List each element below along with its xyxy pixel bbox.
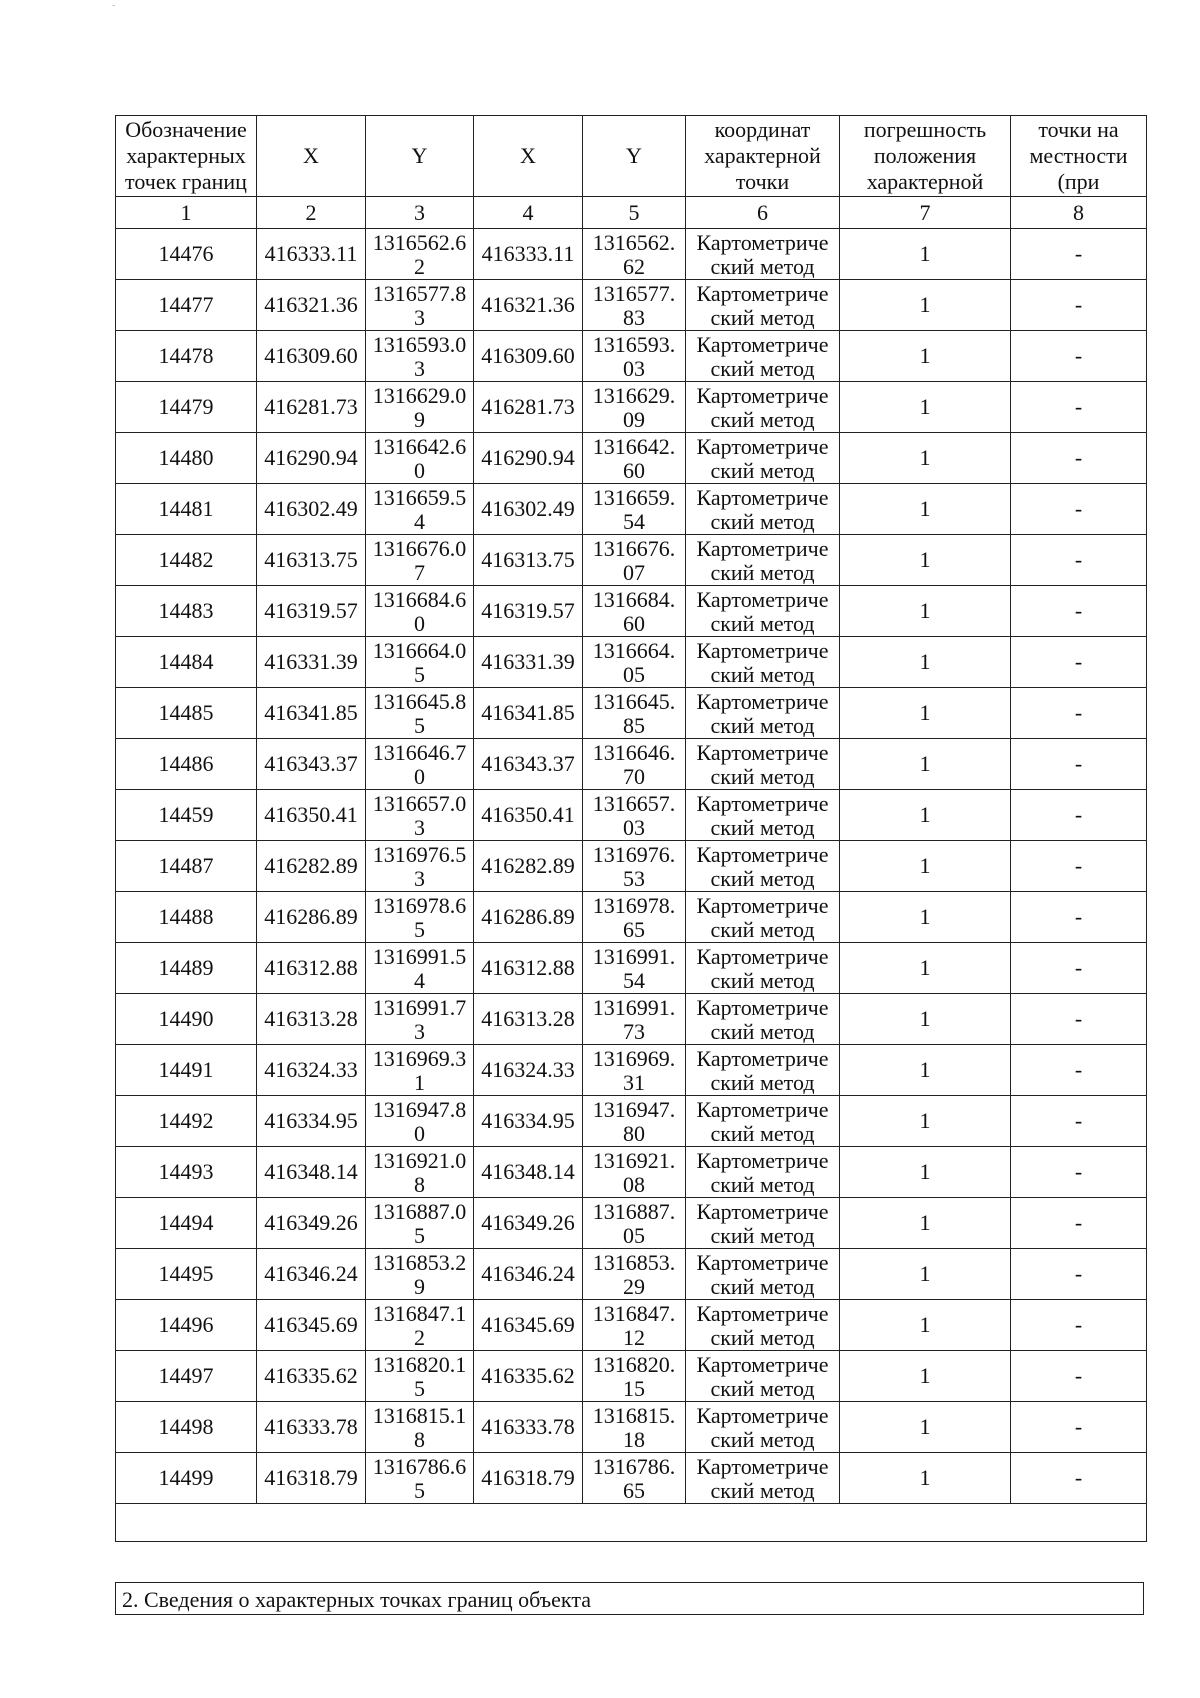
point-id: 14479 xyxy=(116,382,257,433)
method: Картометриче ский метод xyxy=(686,229,840,280)
accuracy: 1 xyxy=(840,943,1011,994)
header-row xyxy=(116,116,1147,197)
method: Картометриче ский метод xyxy=(686,1402,840,1453)
point-id: 14499 xyxy=(116,1453,257,1504)
x-existing: 416343.37 xyxy=(257,739,366,790)
x-refined: 416348.14 xyxy=(474,1147,583,1198)
accuracy: 1 xyxy=(840,892,1011,943)
y-existing: 1316978.6 5 xyxy=(366,892,474,943)
table-row xyxy=(116,892,1147,943)
header-y-1: Y xyxy=(366,116,474,197)
column-number: 6 xyxy=(686,197,840,229)
method: Картометриче ский метод xyxy=(686,637,840,688)
terrain-note: - xyxy=(1011,484,1147,535)
table-row xyxy=(116,943,1147,994)
y-existing: 1316657.0 3 xyxy=(366,790,474,841)
terrain-note: - xyxy=(1011,331,1147,382)
x-existing: 416345.69 xyxy=(257,1300,366,1351)
y-existing: 1316562.6 2 xyxy=(366,229,474,280)
method: Картометриче ский метод xyxy=(686,1096,840,1147)
corner-mark: - xyxy=(112,0,116,11)
y-existing: 1316646.7 0 xyxy=(366,739,474,790)
y-existing: 1316969.3 1 xyxy=(366,1045,474,1096)
x-existing: 416335.62 xyxy=(257,1351,366,1402)
table-row xyxy=(116,382,1147,433)
x-existing: 416350.41 xyxy=(257,790,366,841)
method: Картометриче ский метод xyxy=(686,841,840,892)
column-number: 4 xyxy=(474,197,583,229)
method: Картометриче ский метод xyxy=(686,280,840,331)
x-refined: 416349.26 xyxy=(474,1198,583,1249)
point-id: 14488 xyxy=(116,892,257,943)
y-refined: 1316664. 05 xyxy=(583,637,686,688)
header-x-2: X xyxy=(474,116,583,197)
terrain-note: - xyxy=(1011,1453,1147,1504)
column-number: 5 xyxy=(583,197,686,229)
x-refined: 416290.94 xyxy=(474,433,583,484)
accuracy: 1 xyxy=(840,688,1011,739)
y-refined: 1316969. 31 xyxy=(583,1045,686,1096)
method: Картометриче ский метод xyxy=(686,943,840,994)
accuracy: 1 xyxy=(840,994,1011,1045)
method: Картометриче ский метод xyxy=(686,1249,840,1300)
point-id: 14459 xyxy=(116,790,257,841)
column-number: 3 xyxy=(366,197,474,229)
x-existing: 416286.89 xyxy=(257,892,366,943)
x-existing: 416309.60 xyxy=(257,331,366,382)
terrain-note: - xyxy=(1011,280,1147,331)
terrain-note: - xyxy=(1011,892,1147,943)
x-refined: 416331.39 xyxy=(474,637,583,688)
column-number: 2 xyxy=(257,197,366,229)
point-id: 14495 xyxy=(116,1249,257,1300)
header-terrain: точки на местности (при xyxy=(1011,116,1147,197)
x-refined: 416343.37 xyxy=(474,739,583,790)
point-id: 14486 xyxy=(116,739,257,790)
point-id: 14480 xyxy=(116,433,257,484)
coordinates-table xyxy=(115,115,1147,1542)
column-number: 8 xyxy=(1011,197,1147,229)
column-number: 7 xyxy=(840,197,1011,229)
y-refined: 1316786. 65 xyxy=(583,1453,686,1504)
terrain-note: - xyxy=(1011,739,1147,790)
y-existing: 1316577.8 3 xyxy=(366,280,474,331)
method: Картометриче ский метод xyxy=(686,994,840,1045)
x-refined: 416346.24 xyxy=(474,1249,583,1300)
y-refined: 1316646. 70 xyxy=(583,739,686,790)
method: Картометриче ский метод xyxy=(686,790,840,841)
table-row xyxy=(116,1453,1147,1504)
y-refined: 1316642. 60 xyxy=(583,433,686,484)
accuracy: 1 xyxy=(840,1147,1011,1198)
accuracy: 1 xyxy=(840,1402,1011,1453)
x-refined: 416318.79 xyxy=(474,1453,583,1504)
accuracy: 1 xyxy=(840,1045,1011,1096)
x-existing: 416312.88 xyxy=(257,943,366,994)
point-id: 14485 xyxy=(116,688,257,739)
x-existing: 416281.73 xyxy=(257,382,366,433)
empty-cell xyxy=(116,1504,1147,1542)
y-refined: 1316629. 09 xyxy=(583,382,686,433)
point-id: 14484 xyxy=(116,637,257,688)
y-existing: 1316593.0 3 xyxy=(366,331,474,382)
y-existing: 1316921.0 8 xyxy=(366,1147,474,1198)
terrain-note: - xyxy=(1011,994,1147,1045)
accuracy: 1 xyxy=(840,1249,1011,1300)
point-id: 14476 xyxy=(116,229,257,280)
y-refined: 1316684. 60 xyxy=(583,586,686,637)
y-existing: 1316642.6 0 xyxy=(366,433,474,484)
x-refined: 416350.41 xyxy=(474,790,583,841)
accuracy: 1 xyxy=(840,331,1011,382)
terrain-note: - xyxy=(1011,1198,1147,1249)
terrain-note: - xyxy=(1011,1249,1147,1300)
point-id: 14489 xyxy=(116,943,257,994)
method: Картометриче ский метод xyxy=(686,433,840,484)
table-row xyxy=(116,688,1147,739)
point-id: 14487 xyxy=(116,841,257,892)
x-existing: 416321.36 xyxy=(257,280,366,331)
y-existing: 1316629.0 9 xyxy=(366,382,474,433)
x-refined: 416333.11 xyxy=(474,229,583,280)
terrain-note: - xyxy=(1011,535,1147,586)
accuracy: 1 xyxy=(840,739,1011,790)
x-existing: 416319.57 xyxy=(257,586,366,637)
method: Картометриче ский метод xyxy=(686,1300,840,1351)
table-row xyxy=(116,280,1147,331)
method: Картометриче ский метод xyxy=(686,1147,840,1198)
y-existing: 1316887.0 5 xyxy=(366,1198,474,1249)
y-existing: 1316786.6 5 xyxy=(366,1453,474,1504)
table-row xyxy=(116,1249,1147,1300)
accuracy: 1 xyxy=(840,1096,1011,1147)
x-existing: 416324.33 xyxy=(257,1045,366,1096)
point-id: 14491 xyxy=(116,1045,257,1096)
point-id: 14494 xyxy=(116,1198,257,1249)
x-refined: 416341.85 xyxy=(474,688,583,739)
terrain-note: - xyxy=(1011,382,1147,433)
method: Картометриче ский метод xyxy=(686,1045,840,1096)
y-refined: 1316659. 54 xyxy=(583,484,686,535)
x-existing: 416290.94 xyxy=(257,433,366,484)
x-refined: 416335.62 xyxy=(474,1351,583,1402)
header-x-1: X xyxy=(257,116,366,197)
accuracy: 1 xyxy=(840,280,1011,331)
header-method: координат характерной точки xyxy=(686,116,840,197)
x-existing: 416318.79 xyxy=(257,1453,366,1504)
method: Картометриче ский метод xyxy=(686,586,840,637)
x-existing: 416331.39 xyxy=(257,637,366,688)
x-existing: 416334.95 xyxy=(257,1096,366,1147)
x-existing: 416282.89 xyxy=(257,841,366,892)
x-refined: 416324.33 xyxy=(474,1045,583,1096)
y-existing: 1316645.8 5 xyxy=(366,688,474,739)
y-refined: 1316820. 15 xyxy=(583,1351,686,1402)
y-refined: 1316676. 07 xyxy=(583,535,686,586)
x-refined: 416333.78 xyxy=(474,1402,583,1453)
point-id: 14492 xyxy=(116,1096,257,1147)
y-refined: 1316847. 12 xyxy=(583,1300,686,1351)
table-row xyxy=(116,484,1147,535)
x-existing: 416348.14 xyxy=(257,1147,366,1198)
table-row xyxy=(116,739,1147,790)
x-refined: 416319.57 xyxy=(474,586,583,637)
table-row xyxy=(116,433,1147,484)
accuracy: 1 xyxy=(840,484,1011,535)
method: Картометриче ский метод xyxy=(686,1453,840,1504)
y-refined: 1316991. 54 xyxy=(583,943,686,994)
terrain-note: - xyxy=(1011,841,1147,892)
terrain-note: - xyxy=(1011,1045,1147,1096)
table-row xyxy=(116,229,1147,280)
table-row xyxy=(116,331,1147,382)
accuracy: 1 xyxy=(840,790,1011,841)
accuracy: 1 xyxy=(840,1300,1011,1351)
point-id: 14477 xyxy=(116,280,257,331)
terrain-note: - xyxy=(1011,1300,1147,1351)
table-row xyxy=(116,1198,1147,1249)
x-existing: 416341.85 xyxy=(257,688,366,739)
column-number-row xyxy=(116,197,1147,229)
x-refined: 416312.88 xyxy=(474,943,583,994)
y-refined: 1316815. 18 xyxy=(583,1402,686,1453)
method: Картометриче ский метод xyxy=(686,382,840,433)
terrain-note: - xyxy=(1011,637,1147,688)
header-y-2: Y xyxy=(583,116,686,197)
table-row xyxy=(116,1351,1147,1402)
table-row xyxy=(116,1147,1147,1198)
y-refined: 1316562. 62 xyxy=(583,229,686,280)
y-refined: 1316887. 05 xyxy=(583,1198,686,1249)
x-refined: 416281.73 xyxy=(474,382,583,433)
terrain-note: - xyxy=(1011,586,1147,637)
y-refined: 1316645. 85 xyxy=(583,688,686,739)
point-id: 14478 xyxy=(116,331,257,382)
y-refined: 1316976. 53 xyxy=(583,841,686,892)
accuracy: 1 xyxy=(840,1351,1011,1402)
point-id: 14490 xyxy=(116,994,257,1045)
x-existing: 416302.49 xyxy=(257,484,366,535)
table-row xyxy=(116,1045,1147,1096)
accuracy: 1 xyxy=(840,586,1011,637)
table-row xyxy=(116,1300,1147,1351)
x-refined: 416321.36 xyxy=(474,280,583,331)
y-existing: 1316991.7 3 xyxy=(366,994,474,1045)
header-designation: Обозначение характерных точек границ xyxy=(116,116,257,197)
point-id: 14496 xyxy=(116,1300,257,1351)
y-refined: 1316978. 65 xyxy=(583,892,686,943)
table-row xyxy=(116,841,1147,892)
point-id: 14483 xyxy=(116,586,257,637)
x-existing: 416349.26 xyxy=(257,1198,366,1249)
terrain-note: - xyxy=(1011,433,1147,484)
table-row xyxy=(116,637,1147,688)
point-id: 14493 xyxy=(116,1147,257,1198)
point-id: 14481 xyxy=(116,484,257,535)
accuracy: 1 xyxy=(840,535,1011,586)
x-refined: 416309.60 xyxy=(474,331,583,382)
terrain-note: - xyxy=(1011,1402,1147,1453)
terrain-note: - xyxy=(1011,943,1147,994)
table-row xyxy=(116,1402,1147,1453)
y-refined: 1316921. 08 xyxy=(583,1147,686,1198)
y-existing: 1316820.1 5 xyxy=(366,1351,474,1402)
y-existing: 1316684.6 0 xyxy=(366,586,474,637)
y-existing: 1316676.0 7 xyxy=(366,535,474,586)
method: Картометриче ский метод xyxy=(686,739,840,790)
table-row xyxy=(116,994,1147,1045)
accuracy: 1 xyxy=(840,1198,1011,1249)
x-existing: 416313.28 xyxy=(257,994,366,1045)
x-refined: 416286.89 xyxy=(474,892,583,943)
method: Картометриче ский метод xyxy=(686,892,840,943)
accuracy: 1 xyxy=(840,1453,1011,1504)
x-refined: 416313.75 xyxy=(474,535,583,586)
point-id: 14497 xyxy=(116,1351,257,1402)
x-existing: 416346.24 xyxy=(257,1249,366,1300)
accuracy: 1 xyxy=(840,382,1011,433)
terrain-note: - xyxy=(1011,790,1147,841)
method: Картометриче ский метод xyxy=(686,1198,840,1249)
table-row xyxy=(116,586,1147,637)
y-refined: 1316947. 80 xyxy=(583,1096,686,1147)
y-existing: 1316853.2 9 xyxy=(366,1249,474,1300)
accuracy: 1 xyxy=(840,433,1011,484)
header-accuracy: погрешность положения характерной xyxy=(840,116,1011,197)
x-existing: 416333.11 xyxy=(257,229,366,280)
terrain-note: - xyxy=(1011,1147,1147,1198)
x-refined: 416302.49 xyxy=(474,484,583,535)
method: Картометриче ский метод xyxy=(686,484,840,535)
accuracy: 1 xyxy=(840,229,1011,280)
accuracy: 1 xyxy=(840,841,1011,892)
x-refined: 416313.28 xyxy=(474,994,583,1045)
method: Картометриче ский метод xyxy=(686,331,840,382)
empty-row xyxy=(116,1504,1147,1542)
terrain-note: - xyxy=(1011,688,1147,739)
y-refined: 1316853. 29 xyxy=(583,1249,686,1300)
y-refined: 1316657. 03 xyxy=(583,790,686,841)
point-id: 14482 xyxy=(116,535,257,586)
y-existing: 1316847.1 2 xyxy=(366,1300,474,1351)
x-refined: 416345.69 xyxy=(474,1300,583,1351)
terrain-note: - xyxy=(1011,1096,1147,1147)
method: Картометриче ский метод xyxy=(686,1351,840,1402)
y-existing: 1316947.8 0 xyxy=(366,1096,474,1147)
y-existing: 1316976.5 3 xyxy=(366,841,474,892)
method: Картометриче ский метод xyxy=(686,535,840,586)
terrain-note: - xyxy=(1011,229,1147,280)
y-refined: 1316991. 73 xyxy=(583,994,686,1045)
point-id: 14498 xyxy=(116,1402,257,1453)
method: Картометриче ский метод xyxy=(686,688,840,739)
section-2-title: 2. Сведения о характерных точках границ объекта xyxy=(115,1582,1144,1615)
x-refined: 416334.95 xyxy=(474,1096,583,1147)
table-row xyxy=(116,535,1147,586)
y-existing: 1316659.5 4 xyxy=(366,484,474,535)
terrain-note: - xyxy=(1011,1351,1147,1402)
x-refined: 416282.89 xyxy=(474,841,583,892)
table-row xyxy=(116,1096,1147,1147)
table-row xyxy=(116,790,1147,841)
y-refined: 1316593. 03 xyxy=(583,331,686,382)
y-existing: 1316664.0 5 xyxy=(366,637,474,688)
x-existing: 416313.75 xyxy=(257,535,366,586)
x-existing: 416333.78 xyxy=(257,1402,366,1453)
y-refined: 1316577. 83 xyxy=(583,280,686,331)
column-number: 1 xyxy=(116,197,257,229)
y-existing: 1316815.1 8 xyxy=(366,1402,474,1453)
accuracy: 1 xyxy=(840,637,1011,688)
y-existing: 1316991.5 4 xyxy=(366,943,474,994)
